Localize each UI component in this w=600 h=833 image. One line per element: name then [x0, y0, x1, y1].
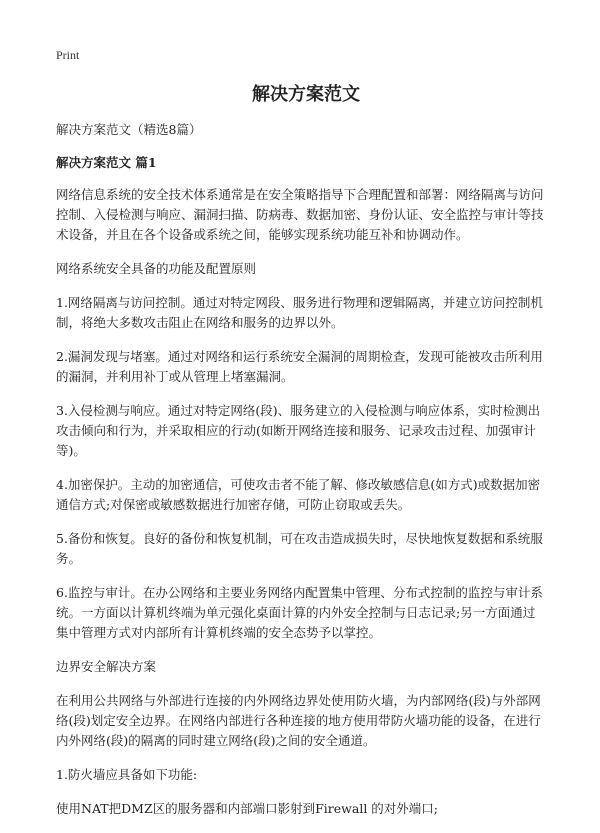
- paragraph-item-2: 2.漏洞发现与堵塞。通过对网络和运行系统安全漏洞的周期检查，发现可能被攻击所利用的漏洞，并利用补丁或从管理上堵塞漏洞。: [56, 349, 543, 384]
- paragraph-item-4: 4.加密保护。主动的加密通信，可使攻击者不能了解、修改敏感信息(如方式)或数据加密通信方式;对保密或敏感数据进行加密存储，可防止窃取或丢失。: [56, 477, 541, 512]
- paragraph-item-3: 3.入侵检测与响应。通过对特定网络(段)、服务建立的入侵检测与响应体系，实时检测出攻击倾向和行为，并采取相应的行动(如断开网络连接和服务、记录攻击过程、加强审计等)。: [56, 403, 541, 458]
- paragraph-heading-boundary: 边界安全解决方案: [56, 659, 157, 674]
- section-heading: 解决方案范文 篇1: [56, 155, 157, 170]
- paragraph-firewall-heading: 1.防火墙应具备如下功能:: [56, 767, 198, 782]
- document-subtitle: 解决方案范文（精选8篇）: [56, 122, 202, 137]
- paragraph-item-1: 1.网络隔离与访问控制。通过对特定网段、服务进行物理和逻辑隔离，并建立访问控制机制，将绝大多数攻击阻止在网络和服务的边界以外。: [56, 295, 543, 330]
- page-title: 解决方案范文: [252, 84, 360, 105]
- paragraph-heading-principles: 网络系统安全具备的功能及配置原则: [56, 261, 257, 276]
- paragraph-boundary-desc: 在利用公共网络与外部进行连接的内外网络边界处使用防火墙，为内部网络(段)与外部网络(段)划定安全边界。在网络内部进行各种连接的地方使用带防火墙功能的设备，在进行内外网络(段)的隔离的同时建立网络(段)之间的安全通道。: [56, 693, 541, 748]
- document-body: [56, 120, 546, 833]
- paragraph-intro: 网络信息系统的安全技术体系通常是在安全策略指导下合理配置和部署：网络隔离与访问控制、入侵检测与响应、漏洞扫描、防病毒、数据加密、身份认证、安全监控与审计等技术设备，并且在各个设备或系统之间，能够实现系统功能互补和协调动作。: [56, 187, 544, 242]
- paragraph-item-5: 5.备份和恢复。良好的备份和恢复机制，可在攻击造成损失时，尽快地恢复数据和系统服务。: [56, 531, 543, 566]
- paragraph-item-6: 6.监控与审计。在办公网络和主要业务网络内配置集中管理、分布式控制的监控与审计系统。一方面以计算机终端为单元强化桌面计算的内外安全控制与日志记录;另一方面通过集中管理方式对内部所有计算机终端的安全态势予以掌控。: [56, 585, 543, 640]
- print-link[interactable]: Print: [56, 48, 80, 62]
- paragraph-firewall-nat: 使用NAT把DMZ区的服务器和内部端口影射到Firewall 的对外端口;: [56, 801, 439, 816]
